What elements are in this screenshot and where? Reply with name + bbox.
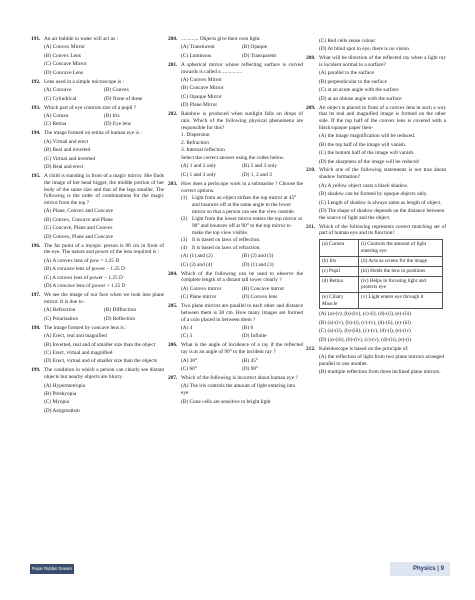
match-cell: (c) Pupil: [320, 266, 359, 276]
option: (D) Reflection: [104, 315, 136, 322]
question-header: [31, 325, 164, 332]
question-text: What is the angle of incidence of a ray if the reflected ray is at an angle of 90° to the incident ray ?: [181, 342, 303, 356]
option: (B) Inverted, real and of smaller size than the object: [44, 341, 156, 348]
question-number: 191.: [31, 36, 41, 42]
question-header: [31, 79, 164, 86]
option-row: [306, 150, 446, 157]
option: (B) Concave Mirror: [181, 85, 224, 92]
question-header: [31, 243, 164, 257]
page-number: 9: [440, 566, 444, 572]
question-number: 195.: [31, 173, 41, 179]
option: (D) the sharpness of the image will be reduced: [319, 158, 419, 165]
option-row: [168, 383, 303, 397]
question-text: Which of the following is incorrect about human eye ?: [181, 374, 298, 381]
question-text: The far point of a myopic person is 80 cm in front of the eye. The nature and power of the lens required is :: [44, 242, 164, 256]
subject-label: Physics: [412, 566, 436, 572]
option-row: [168, 262, 303, 269]
question-header: [168, 111, 303, 131]
question-text: ............. Objects give their own light.: [181, 36, 261, 42]
option: (D) Concave Lens: [44, 69, 84, 76]
question-header: [168, 375, 303, 382]
option: (D) Infinite: [242, 333, 267, 340]
option: (A) Virtual and erect: [44, 138, 89, 145]
option: (D) Convex, Plane and Concave: [44, 233, 114, 240]
question-number: 197.: [31, 292, 41, 299]
question-text: Rainbow is produced when sunlight falls on drops of rain. Which of the following physical phenomena are responsible for this?: [181, 111, 303, 131]
question-text: The image formed on retina of human eye is :: [44, 130, 142, 137]
option: (D) A concave lens of power + 1.25 D: [44, 283, 126, 290]
option: (A) A yellow object casts a black shadow.: [319, 182, 409, 189]
option: (B) multiple reflection from three inclined plane mirrors.: [319, 369, 441, 376]
option: (D) At blind spot in eye, there is no vision: [319, 46, 409, 53]
question-header: [306, 105, 446, 132]
option: (C) (a)-(ii), (b)-(iii), (c)-(v), (d)-(i), (e)-(iv): [319, 328, 411, 335]
question-number: 206.: [168, 342, 178, 349]
question-number: 193.: [31, 104, 41, 111]
option: (D) at an obtuse angle with the surface: [319, 95, 402, 102]
question-text: Kaleidoscope is based on the principle of:: [319, 345, 409, 352]
question: [31, 243, 164, 290]
question: [31, 36, 164, 77]
question-text: An object is placed in front of a convex lens in such a way that its real and magnified image is formed on the other side. If the top half of the convex lens is covered with a black/opaque paper then-: [319, 104, 446, 131]
statement-item: [168, 237, 303, 244]
option: (C) the bottom half of the image will vanish.: [319, 150, 415, 157]
option: (D) The shape of shadow depends on the distance between the source of light and the object.: [319, 207, 445, 221]
question-number: 202.: [168, 111, 178, 118]
match-table: [319, 239, 443, 309]
option: (C) Plane mirror: [181, 294, 217, 301]
option-row: [306, 200, 446, 207]
question: [168, 342, 303, 372]
option-row: [306, 87, 446, 94]
statement-number: (3): [181, 237, 188, 244]
question-header: [31, 367, 164, 381]
option: (C) Retina: [44, 121, 67, 128]
option: (A) Refraction: [44, 307, 76, 314]
option-row: [31, 333, 164, 340]
option-row: [31, 225, 164, 232]
statement-text: It is based on laws of reflection.: [192, 237, 261, 244]
question-number: 196.: [31, 242, 41, 249]
question-number: 201.: [168, 61, 178, 68]
option: (B) 2 and 3 only: [242, 163, 278, 170]
option-row: [168, 163, 303, 170]
option: (D) None of these: [104, 95, 143, 102]
question: [168, 181, 303, 269]
question-text: An air bubble in water will act as :: [44, 36, 118, 42]
option: (B) 6: [242, 325, 254, 331]
option: (A) Convex Mirror: [181, 77, 222, 83]
question: [31, 79, 164, 103]
option-row: [31, 70, 164, 77]
column-middle: [168, 36, 303, 408]
option-row: [168, 286, 303, 293]
option-row: [31, 217, 164, 224]
question-header: [31, 36, 164, 43]
question-number: 212.: [306, 345, 316, 352]
option-row: [31, 307, 164, 314]
question-text: Lens used in a simple microscope is :: [44, 78, 124, 85]
statement-number: (4): [181, 244, 188, 251]
option-row: [31, 234, 164, 241]
statement-text: Light from an object strikes the top mirror at 45° and bounces off at the same angle to the lower mirror so that a person can see the view outside.: [192, 195, 297, 215]
option: (C) Concave Mirror: [44, 61, 87, 68]
option-row: [31, 139, 164, 146]
option: (D) Eye lens: [104, 121, 132, 128]
question-text: The image formed by concave lens is :: [44, 324, 127, 331]
statement-text: Light from the lower mirror enters the top mirror at 90° and bounces off at 90° to the top mirror to make the top view visible.: [192, 216, 302, 236]
option: (C) (3) and (4): [181, 261, 213, 268]
option-row: [31, 156, 164, 163]
option-row: [306, 46, 446, 53]
option-row: [31, 342, 164, 349]
option: (A) the image magnification will be reduced.: [319, 133, 416, 140]
question-text: Which part of eye controls size of a pupil ?: [44, 104, 137, 111]
option: (D) Transparent: [242, 52, 276, 59]
option-row: [168, 172, 303, 179]
option-row: [31, 283, 164, 290]
option: (B) the top half of the image will vanish.: [319, 141, 407, 148]
question-header: [31, 292, 164, 306]
option-row: [168, 358, 303, 365]
option: (C) Polarisation: [44, 315, 78, 322]
option: (C) Length of shadow is always same as length of object.: [319, 199, 442, 206]
option-row: [306, 369, 446, 376]
option-row: [168, 253, 303, 260]
option: (C) Virtual and inverted: [44, 155, 96, 162]
option: (A) 4: [181, 325, 193, 331]
option: (A) Convex mirror: [181, 285, 222, 292]
option-row: [306, 96, 446, 103]
question-text: How does a periscope work in a submarine ? Choose the correct options.: [181, 180, 303, 194]
question-text: What will be direction of the reflected ray when a light ray is incident normal to a surface?: [319, 55, 446, 68]
option: (A) Convex Mirror: [44, 44, 85, 51]
question: [168, 36, 303, 60]
option-row: [31, 121, 164, 128]
option: (A) (1) and (2): [181, 253, 213, 260]
question: [306, 105, 446, 166]
question-text: A spherical mirror whose reflecting surface is curved inwards is called a ...............: [181, 61, 303, 75]
option: (C) Red cells sense colour: [319, 37, 376, 44]
option-row: [31, 391, 164, 398]
option: (C) Myopia: [44, 399, 70, 406]
match-cell: (v) Light enters eye through it: [359, 292, 443, 308]
option: (B) (a)-(iv), (b)-(i), (c)-(v), (d)-(ii), (e)-(iii): [319, 319, 411, 326]
option-row: [306, 311, 446, 318]
question-header: [31, 105, 164, 112]
statement-item: [168, 195, 303, 215]
match-row: [320, 240, 443, 256]
question-header: [306, 346, 446, 353]
option-row: [168, 325, 303, 332]
option-row: [31, 258, 164, 265]
option: (B) shadow can be formed by opaque objects only.: [319, 191, 428, 198]
option: (A) (a)-(v), (b)-(iv), (c)-(i), (d)-(ii), (e)-(iii): [319, 311, 412, 318]
option-row: [306, 79, 446, 86]
question: [31, 325, 164, 366]
option-row: [306, 191, 446, 198]
option-row: [168, 294, 303, 301]
question-header: [306, 224, 446, 238]
question-header: [168, 342, 303, 356]
question: [168, 375, 303, 405]
option-row: [306, 208, 446, 222]
option-row: [306, 183, 446, 190]
column-left: [31, 36, 164, 417]
question-number: 198.: [31, 324, 41, 331]
option-row: [168, 44, 303, 51]
option: (D) Astigmatism: [44, 407, 80, 414]
option: (B) (2) and (3): [242, 253, 274, 260]
option: (B) Iris: [104, 112, 120, 119]
question-header: [31, 173, 164, 207]
option: (B) Real and inverted: [44, 147, 91, 154]
option: (B) Presbyopia: [44, 391, 77, 397]
publisher-badge: Pepar Rubbin Dnearn: [30, 564, 74, 574]
option-row: [31, 275, 164, 282]
option: (D) Erect, virtual and of smaller size than the objects: [44, 358, 158, 365]
question: [31, 130, 164, 171]
option: (C) 1 and 3 only: [181, 171, 217, 178]
option: (B) Convex Lens: [44, 52, 81, 59]
option-row: [306, 159, 446, 166]
question: [306, 38, 446, 53]
statement-number: (1): [181, 195, 188, 202]
option: (C) Luminous: [181, 52, 212, 59]
option-row: [31, 208, 164, 215]
option: (A) The iris controls the amount of light entering into eye: [181, 383, 296, 397]
option-row: [168, 366, 303, 373]
option-row: [306, 320, 446, 327]
option-row: [306, 354, 446, 368]
option: (B) Cone cells are sensitive to bright light: [181, 398, 271, 405]
option: (C) A convex lens of power – 1.25 D: [44, 274, 123, 281]
question-header: [168, 36, 303, 43]
question-number: 210.: [306, 167, 316, 174]
option: (A) Cornea: [44, 112, 69, 119]
match-cell: (iv) Helps in focusing light and protects eye: [359, 276, 443, 292]
option-row: [168, 53, 303, 60]
option: (D) (1) and (3): [242, 261, 274, 268]
question-header: [168, 303, 303, 323]
option-row: [31, 383, 164, 390]
question-number: 199.: [31, 367, 41, 374]
match-cell: (i) Controls the amount of light entering eye: [359, 240, 443, 256]
question: [31, 292, 164, 322]
option-row: [306, 142, 446, 149]
option-row: [31, 164, 164, 171]
question-text: Which of the following can be used to observe the complete length of a distant tall tower clearly ?: [181, 270, 303, 284]
question: [168, 111, 303, 178]
statement-item: [168, 216, 303, 236]
option-row: [168, 333, 303, 340]
option-row: [31, 53, 164, 60]
question: [306, 55, 446, 102]
option-row: [31, 96, 164, 103]
option: (D) 90°: [242, 366, 259, 372]
option: (A) Translucent: [181, 44, 215, 51]
question-header: [168, 181, 303, 195]
option: (A) A convex lens of pow = 1.25 D: [44, 257, 120, 264]
statement-line: 2. Refraction: [181, 139, 209, 146]
option-row: [168, 94, 303, 101]
option-row: [306, 70, 446, 77]
question: [31, 367, 164, 414]
question: [306, 224, 446, 344]
option: (B) Convex, Concave and Plane: [44, 216, 113, 223]
option-row: [306, 337, 446, 344]
question-number: 204.: [168, 270, 178, 277]
option: (C) Concave, Plane and Convex: [44, 225, 113, 232]
question-number: 209.: [306, 104, 316, 111]
statement-line: 1. Dispersion: [181, 132, 210, 139]
question-text: Two plane mirrors are parallel to each other and distance between them is 30 cm. How many images are formed of a coin placed in between them ?: [181, 303, 303, 323]
option: (C) 60°: [181, 366, 197, 372]
option: (C) Erect, virtual and magnified: [44, 350, 113, 356]
statement-number: (2): [181, 216, 188, 223]
column-right: [306, 36, 446, 378]
match-cell: (e) Ciliary Muscle: [320, 292, 359, 308]
option: (C) Opaque Mirror: [181, 93, 222, 100]
option: (A) Plane, Convex and Concave: [44, 208, 114, 215]
match-row: [320, 276, 443, 292]
page-footer: [390, 562, 450, 576]
option: (A) 1 and 2 only: [181, 163, 217, 170]
question-header: [168, 62, 303, 76]
option-row: [31, 316, 164, 323]
option-row: [31, 113, 164, 120]
match-cell: (d) Retina: [320, 276, 359, 292]
option-row: [31, 44, 164, 51]
question: [306, 346, 446, 376]
option: (D) Convex lens: [242, 294, 278, 301]
question: [168, 62, 303, 109]
option: (B) Convex: [104, 87, 130, 94]
option: (A) parallel to the surface: [319, 70, 374, 77]
question-number: 203.: [168, 180, 178, 187]
question: [168, 303, 303, 340]
option: (C) at an acute angle with the surface: [319, 87, 399, 94]
option-row: [31, 399, 164, 406]
match-cell: (ii) Acts as screen for the image: [359, 256, 443, 266]
option: (D) 1, 2 and 3: [242, 171, 272, 178]
question-text: Which of the following represents correct matching set of part of human eye and its function?: [319, 223, 446, 237]
option: (B) Opaque: [242, 44, 268, 51]
option: (B) Concave mirror: [242, 285, 285, 292]
option-row: [31, 266, 164, 273]
question-number: 200.: [168, 36, 178, 42]
option-row: [306, 38, 446, 45]
option-row: [31, 87, 164, 94]
option: (D) Real and erect: [44, 164, 84, 171]
option: (D) Plane Mirror: [181, 102, 218, 109]
question: [306, 167, 446, 221]
question-text: A child is standing in front of a magic mirror. She finds the image of her head bigger, the middle portion of her body of the same size and that of the legs smaller. The following is the order of combinations for the magic mirror from the top ?: [44, 173, 164, 206]
option-row: [306, 133, 446, 140]
footer-separator: |: [437, 566, 441, 572]
match-row: [320, 292, 443, 308]
statement-line: 3. Internal reflection: [181, 147, 225, 154]
option-row: [168, 399, 303, 406]
option: (A) Concave: [44, 87, 72, 94]
question-number: 207.: [168, 374, 178, 381]
option-row: [168, 77, 303, 84]
question-number: 211.: [306, 223, 316, 230]
question: [168, 271, 303, 301]
option-row: [31, 350, 164, 357]
match-row: [320, 256, 443, 266]
option-row: [31, 358, 164, 365]
question-text: Which one of the following statements is not true about shadow formation?: [319, 167, 446, 181]
option: (C) Cylindrical: [44, 95, 77, 102]
match-cell: (b) Iris: [320, 256, 359, 266]
question-text: The condition in which a person can clearly see distant objects but nearby objects are blurry.: [44, 367, 164, 381]
match-row: [320, 266, 443, 276]
option-row: [31, 61, 164, 68]
statement-line: Select the correct answer using the codes below.: [181, 154, 285, 161]
option: (B) 45°: [242, 357, 258, 364]
option-row: [306, 328, 446, 335]
question-header: [306, 167, 446, 181]
option: (B) A concave lens of power – 1.25 D: [44, 266, 125, 273]
option: (C) 3: [181, 333, 193, 340]
option: (A) 30°: [181, 357, 198, 364]
question-header: [31, 130, 164, 137]
statement-item: [168, 245, 303, 252]
match-cell: (iii) Holds the lens in positions: [359, 266, 443, 276]
option: (A) the reflection of light from two plane mirrors arranged parallel to one another.: [319, 354, 445, 367]
question-number: 205.: [168, 303, 178, 310]
question-header: [306, 55, 446, 69]
question-text: We see the image of our face when we look into plane mirror. It is due to :: [44, 292, 164, 305]
option: (B) perpendicular to the surface: [319, 78, 387, 85]
option-row: [168, 102, 303, 109]
question-header: [168, 271, 303, 285]
question-number: 208.: [306, 55, 316, 62]
option: (D) (a)-(iii), (b)-(iv), (c)-(v), (d)-(ii), (e)-(i): [319, 336, 412, 343]
question: [31, 173, 164, 241]
option-row: [168, 85, 303, 92]
statement-text: It is based on laws of refraction.: [192, 244, 261, 251]
match-cell: (a) Cornea: [320, 240, 359, 256]
question: [31, 105, 164, 129]
option-row: [31, 408, 164, 415]
option: (A) Erect, real and magnified: [44, 333, 107, 340]
option: (A) Hypermetropia: [44, 382, 86, 389]
question-number: 192.: [31, 78, 41, 85]
option-row: [31, 147, 164, 154]
question-number: 194.: [31, 130, 41, 137]
option: (B) Diffraction: [104, 307, 137, 314]
